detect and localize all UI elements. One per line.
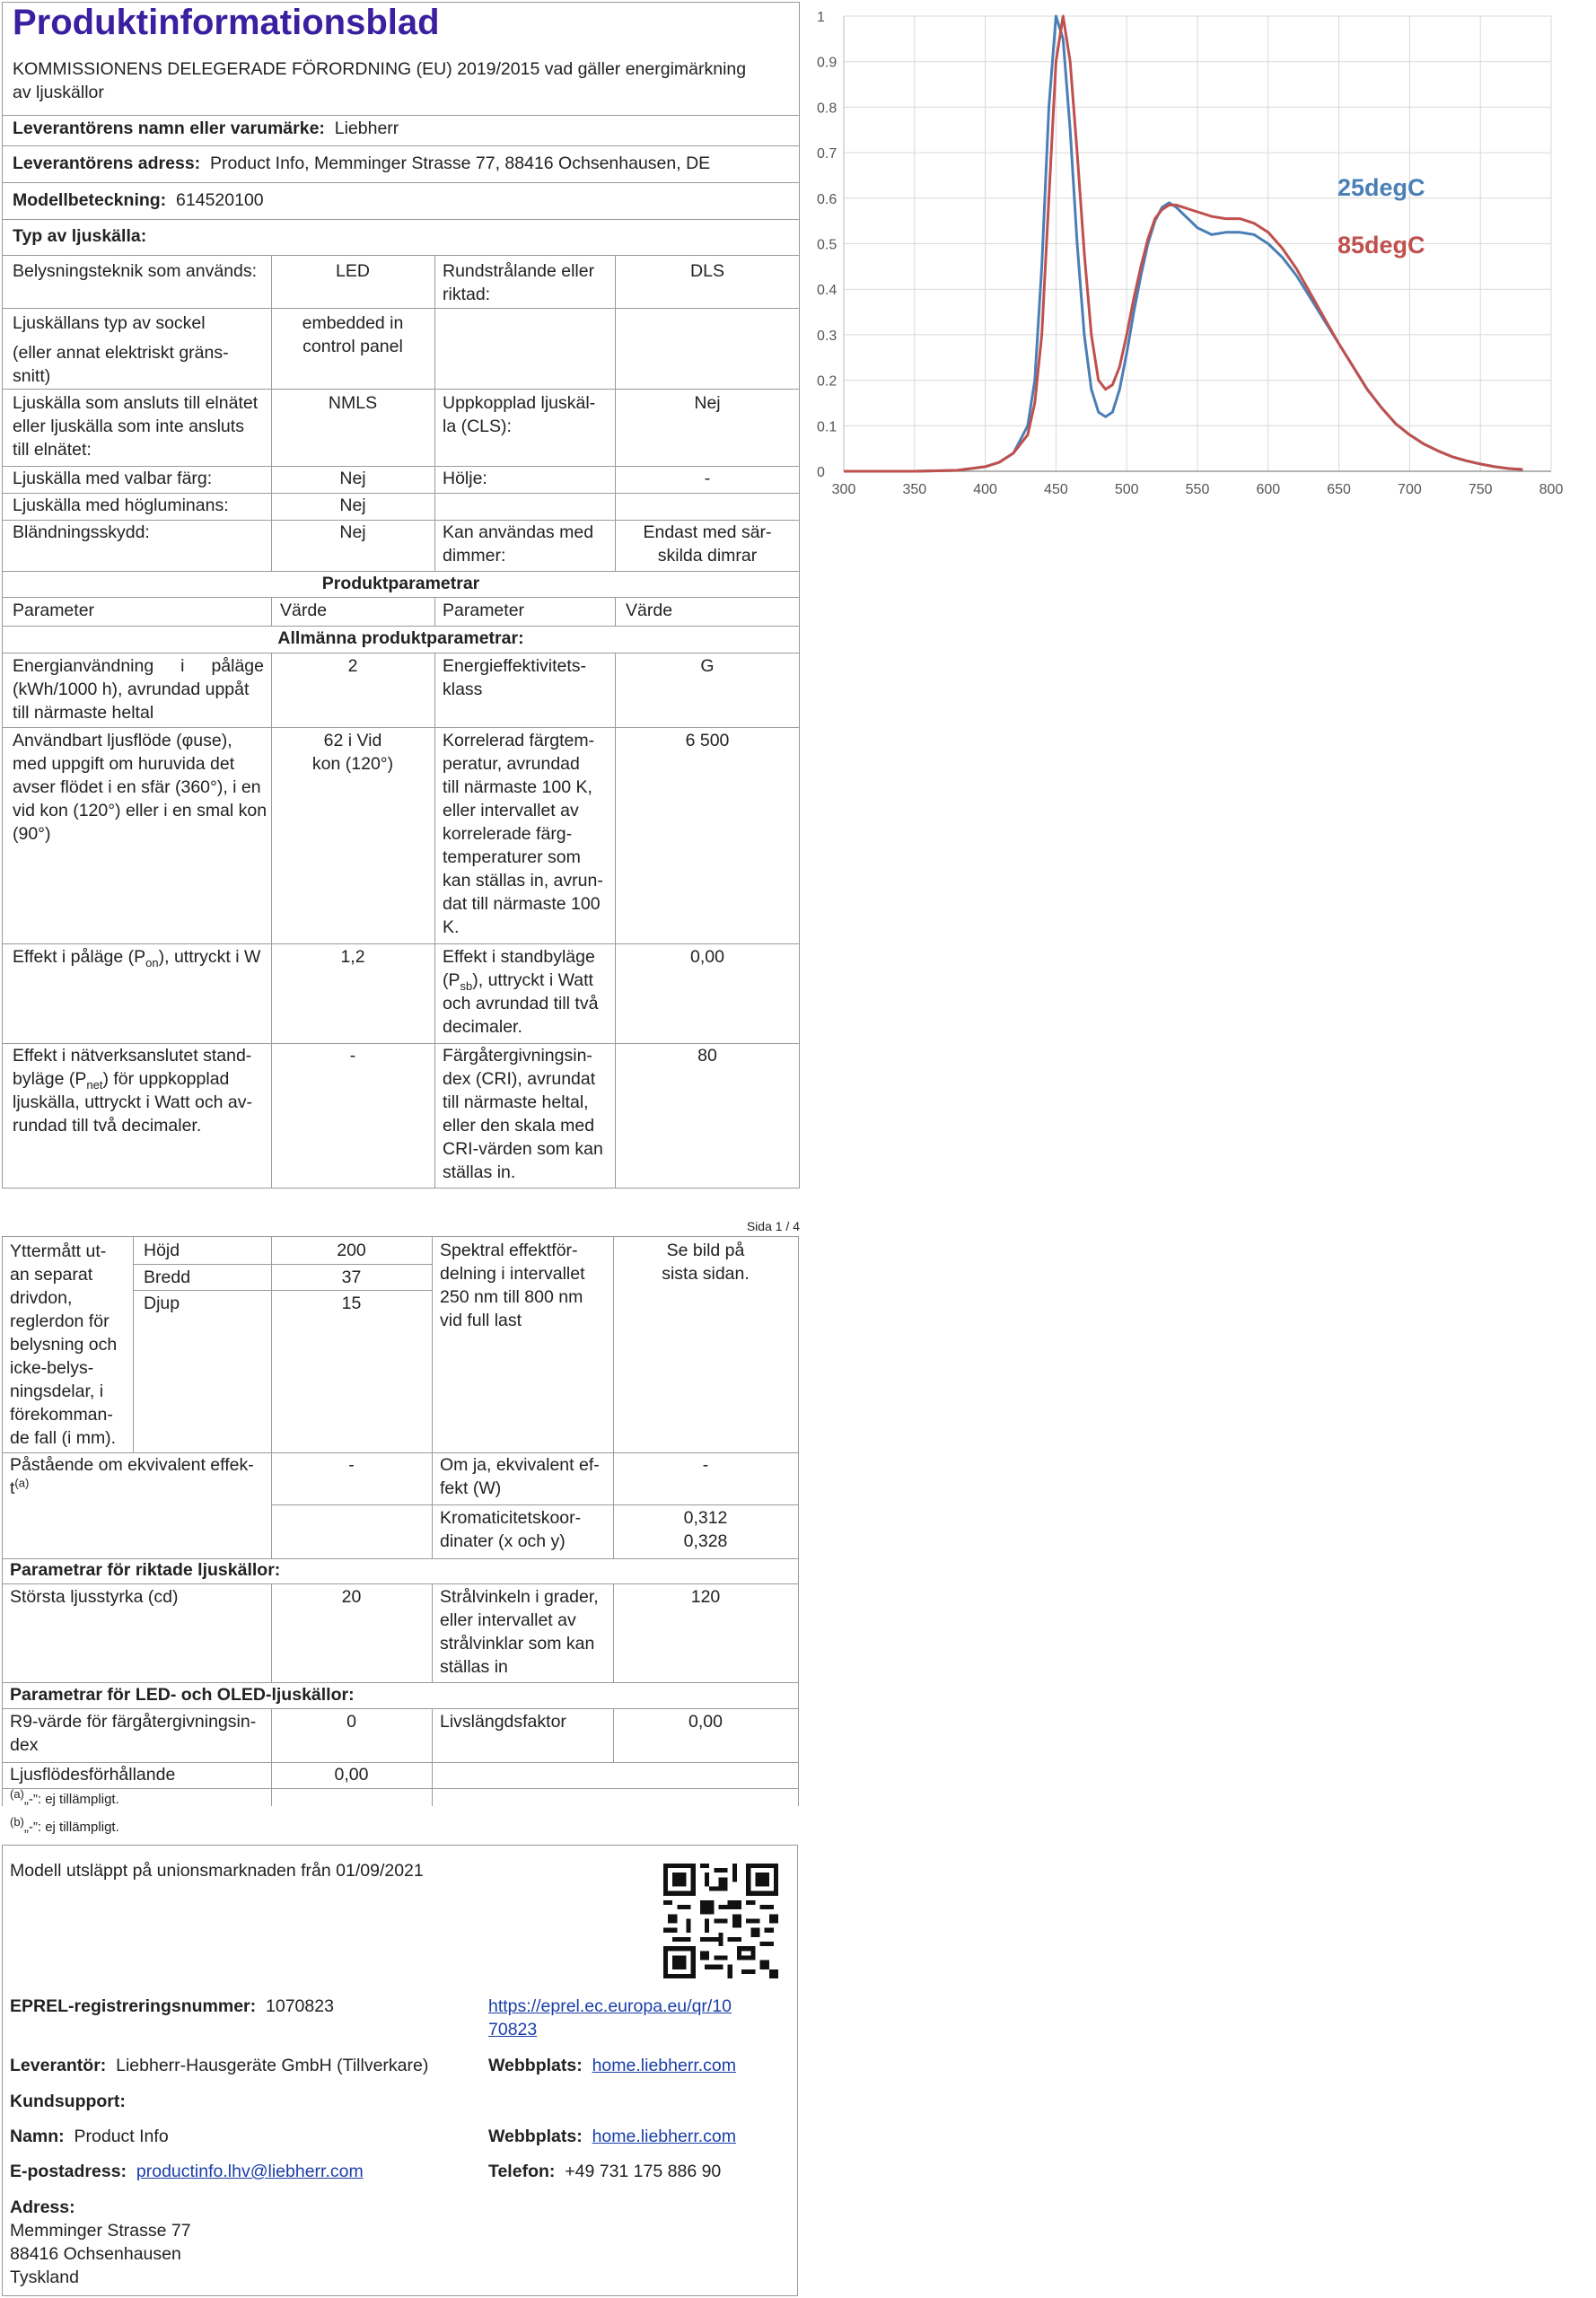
mains-label-3: till elnätet:	[13, 440, 92, 460]
support-name-row	[10, 2125, 169, 2148]
r9-value: 0	[346, 1712, 356, 1732]
chroma-value-x: 0,312	[683, 1508, 728, 1528]
beam-angle-value: 120	[690, 1587, 721, 1607]
mains-value: NMLS	[328, 393, 378, 413]
height-label: Höjd	[144, 1241, 180, 1260]
cri-label-2: dex (CRI), avrundat	[443, 1069, 596, 1089]
y-tick-label: 0.6	[817, 191, 837, 207]
support-name-label: Namn:	[10, 2127, 65, 2146]
email-label: E-postadress:	[10, 2162, 127, 2181]
beam-angle-label-2: eller intervallet av	[440, 1610, 576, 1630]
psb-label-1: Effekt i standbyläge	[443, 947, 595, 967]
supplier-address-row	[13, 152, 710, 175]
cri-label-5: CRI-värden som kan	[443, 1139, 603, 1159]
y-tick-label: 0.5	[817, 237, 837, 253]
class-label-2: klass	[443, 680, 483, 699]
dims-label-5: belysning och	[10, 1335, 118, 1355]
model-value: 614520100	[176, 190, 264, 210]
pnet-label-4: rundad till två decimaler.	[13, 1116, 202, 1136]
dimmer-value-1: Endast med sär-	[643, 522, 772, 542]
supplier-label: Leverantör:	[10, 2056, 107, 2075]
page-title: Produktinformationsblad	[13, 3, 440, 42]
direction-value: DLS	[690, 261, 724, 281]
divider	[2, 943, 800, 944]
spd-label-4: vid full last	[440, 1311, 522, 1330]
x-tick-label: 450	[1044, 482, 1068, 497]
r9-label-2: dex	[10, 1735, 39, 1755]
flux-label-4: vid kon (120°) eller i en smal kon	[13, 801, 267, 820]
psb-label-3: och avrundad till två	[443, 994, 599, 1013]
pon-label-pre: Effekt i påläge (P	[13, 947, 146, 967]
divider	[2, 182, 800, 183]
website-row	[488, 2054, 736, 2077]
divider	[2, 1788, 798, 1789]
divider	[2, 1236, 798, 1237]
directional-header: Parametrar för riktade ljuskällor:	[10, 1560, 281, 1580]
equiv-claim-label-2	[10, 1477, 29, 1500]
psb-label-pre: (P	[443, 970, 460, 990]
address-line-3: Tyskland	[10, 2267, 79, 2287]
pnet-label-3: ljuskälla, uttryckt i Watt och av-	[13, 1092, 252, 1112]
pon-label	[13, 945, 260, 969]
footnote-b	[10, 1815, 119, 1837]
divider	[434, 597, 435, 626]
address-line-1: Memminger Strasse 77	[10, 2221, 191, 2241]
tech-value: LED	[336, 261, 370, 281]
divider	[133, 1236, 134, 1452]
spd-label-3: 250 nm till 800 nm	[440, 1287, 583, 1307]
intensity-label: Största ljusstyrka (cd)	[10, 1587, 179, 1607]
dimmer-value-2: skilda dimrar	[657, 546, 758, 566]
y-tick-label: 1	[817, 10, 825, 25]
cap-label-1: Ljuskällans typ av sockel	[13, 313, 206, 333]
y-tick-label: 0.2	[817, 373, 837, 390]
depth-value: 15	[341, 1294, 362, 1313]
light-source-type-header: Typ av ljuskälla:	[13, 226, 147, 246]
legend-entry-85degC: 85degC	[1337, 232, 1425, 259]
high-luminance-value: Nej	[339, 496, 366, 515]
cls-value: Nej	[694, 393, 721, 413]
eprel-link-2[interactable]: 70823	[488, 2020, 538, 2039]
color-label: Ljuskälla med valbar färg:	[13, 469, 213, 488]
pnet-label-pre: byläge (P	[13, 1069, 87, 1089]
energy-label-2: (kWh/1000 h), avrundad uppåt	[13, 680, 250, 699]
cri-label-6: ställas in.	[443, 1162, 516, 1182]
divider	[2, 1708, 798, 1709]
led-header: Parametrar för LED- och OLED-ljuskällor:	[10, 1685, 355, 1705]
spd-label-1: Spektral effektför-	[440, 1241, 578, 1260]
divider	[133, 1264, 432, 1265]
high-luminance-label: Ljuskälla med högluminans:	[13, 496, 229, 515]
cct-label-1: Korrelerad färgtem-	[443, 731, 595, 750]
product-params-header: Produktparametrar	[321, 574, 480, 593]
energy-label-3: till närmaste heltal	[13, 703, 154, 723]
address-header: Adress:	[10, 2197, 75, 2217]
energy-label-1: Energianvändning i påläge	[13, 656, 264, 676]
psb-label-2	[443, 969, 593, 992]
y-tick-label: 0.3	[817, 328, 837, 344]
supplier-address-value: Product Info, Memminger Strasse 77, 88416 Ochsenhausen, DE	[210, 153, 711, 173]
dims-label-4: reglerdon för	[10, 1311, 110, 1331]
type-col-2	[434, 255, 435, 571]
divider	[2, 1583, 798, 1584]
x-tick-label: 650	[1327, 482, 1351, 497]
phone-value: +49 731 175 886 90	[565, 2162, 722, 2181]
dims-label-3: drivdon,	[10, 1288, 73, 1308]
divider	[2, 308, 800, 309]
x-tick-label: 400	[973, 482, 997, 497]
tech-label: Belysningsteknik som används:	[13, 261, 258, 281]
equiv-power-value: -	[702, 1455, 709, 1475]
y-tick-label: 0.8	[817, 101, 837, 117]
cri-label-1: Färgåtergivningsin-	[443, 1046, 592, 1066]
equiv-power-label-2: fekt (W)	[440, 1478, 502, 1498]
spd-value-1: Se bild på	[666, 1241, 745, 1260]
equiv-claim-value: -	[348, 1455, 355, 1475]
eprel-link-1[interactable]: https://eprel.ec.europa.eu/qr/10	[488, 1996, 732, 2016]
x-tick-label: 800	[1539, 482, 1564, 497]
divider	[2, 219, 800, 220]
y-tick-label: 0.4	[817, 283, 837, 299]
intensity-value: 20	[341, 1587, 362, 1607]
lifetime-value: 0,00	[688, 1712, 723, 1732]
col-header-value-1: Värde	[280, 601, 328, 620]
divider	[2, 1236, 3, 1806]
y-tick-label: 0	[817, 465, 825, 480]
height-value: 200	[337, 1241, 366, 1260]
dimmer-label-1: Kan användas med	[443, 522, 594, 542]
lifetime-label: Livslängdsfaktor	[440, 1712, 566, 1732]
cap-label-3: snitt)	[13, 366, 51, 386]
chroma-value-y: 0,328	[683, 1531, 728, 1551]
cap-value-2: control panel	[303, 337, 403, 356]
pnet-value: -	[349, 1046, 356, 1066]
pnet-label-2	[13, 1067, 229, 1091]
pnet-label-1: Effekt i nätverksanslutet stand-	[13, 1046, 252, 1066]
beam-angle-label-3: strålvinklar som kan	[440, 1634, 595, 1653]
support-name-value: Product Info	[74, 2127, 169, 2146]
footnote-a	[10, 1787, 119, 1809]
divider	[2, 597, 800, 598]
footnote-a-marker: (a)	[10, 1787, 24, 1801]
divider	[432, 1236, 433, 1558]
x-tick-label: 700	[1398, 482, 1422, 497]
supplier-value: Liebherr-Hausgeräte GmbH (Tillverkare)	[116, 2056, 429, 2075]
phone-label: Telefon:	[488, 2162, 556, 2181]
eprel-label: EPREL-registreringsnummer:	[10, 1996, 257, 2016]
y-tick-label: 0.7	[817, 146, 837, 162]
direction-label-2: riktad:	[443, 285, 491, 304]
pon-value: 1,2	[340, 947, 365, 967]
cct-label-2: peratur, avrundad	[443, 754, 580, 774]
direction-label-1: Rundstrålande eller	[443, 261, 595, 281]
cls-label-1: Uppkopplad ljuskäl-	[443, 393, 596, 413]
divider	[2, 115, 800, 116]
spd-label-2: delning i intervallet	[440, 1264, 585, 1284]
footnote-a-text: „-”: ej tillämpligt.	[23, 1792, 119, 1807]
supplier-address-label: Leverantörens adress:	[13, 153, 201, 173]
website-link[interactable]: home.liebherr.com	[592, 2056, 736, 2075]
equiv-claim-t: t	[10, 1478, 15, 1498]
y-tick-label: 0.1	[817, 419, 837, 435]
dims-label-2: an separat	[10, 1265, 93, 1285]
flux-label-2: med uppgift om huruvida det	[13, 754, 235, 774]
glare-label: Bländningsskydd:	[13, 522, 150, 542]
chroma-label-2: dinater (x och y)	[440, 1531, 566, 1551]
support-website-link[interactable]: home.liebherr.com	[592, 2127, 736, 2146]
cct-label-8: dat till närmaste 100	[443, 894, 601, 914]
divider	[271, 1504, 798, 1505]
equiv-claim-label-1: Påstående om ekvivalent effek-	[10, 1455, 254, 1475]
model-label: Modellbeteckning:	[13, 190, 167, 210]
envelope-value: -	[704, 469, 711, 488]
divider	[432, 1708, 433, 1806]
col-header-value-2: Värde	[626, 601, 673, 620]
equiv-power-label-1: Om ja, ekvivalent ef-	[440, 1455, 600, 1475]
class-value: G	[700, 656, 715, 676]
support-header: Kundsupport:	[10, 2092, 126, 2111]
col-header-param-2: Parameter	[443, 601, 525, 620]
x-tick-label: 500	[1114, 482, 1139, 497]
pon-label-post: ), uttryckt i W	[158, 947, 261, 967]
divider	[2, 255, 800, 256]
dims-label-8: förekomman-	[10, 1405, 113, 1425]
dims-label-9: de fall (i mm).	[10, 1428, 117, 1448]
supplier-name-value: Liebherr	[334, 118, 399, 138]
flux-label-1: Användbart ljusflöde (φuse),	[13, 731, 232, 750]
supplier-name-label: Leverantörens namn eller varumärke:	[13, 118, 325, 138]
page-number: Sida 1 / 4	[746, 1219, 800, 1233]
r9-label-1: R9-värde för färgåtergivningsin-	[10, 1712, 257, 1732]
flux-maint-label: Ljusflödesförhållande	[10, 1765, 176, 1785]
chroma-label-1: Kromaticitetskoor-	[440, 1508, 582, 1528]
psb-value: 0,00	[690, 947, 724, 967]
flux-label-5: (90°)	[13, 824, 51, 844]
email-link[interactable]: productinfo.lhv@liebherr.com	[136, 2162, 364, 2181]
cri-value: 80	[697, 1046, 717, 1066]
col-header-param-1: Parameter	[13, 601, 95, 620]
depth-label: Djup	[144, 1294, 180, 1313]
cri-label-4: eller den skala med	[443, 1116, 595, 1136]
cct-value: 6 500	[685, 731, 730, 750]
email-row	[10, 2160, 364, 2183]
qr-code-image	[663, 1864, 778, 1978]
envelope-label: Hölje:	[443, 469, 487, 488]
website-label: Webbplats:	[488, 2056, 583, 2075]
divider	[434, 653, 435, 1188]
pon-sub: on	[145, 955, 159, 969]
cri-label-3: till närmaste heltal,	[443, 1092, 589, 1112]
cls-label-2: la (CLS):	[443, 417, 512, 436]
supplier-name-row	[13, 117, 399, 140]
support-website-label: Webbplats:	[488, 2127, 583, 2146]
cap-value-1: embedded in	[302, 313, 404, 333]
cct-label-5: korrelerade färg-	[443, 824, 573, 844]
divider	[798, 1236, 799, 1806]
cct-label-7: kan ställas in, avrun-	[443, 871, 603, 890]
divider	[2, 389, 800, 390]
pnet-sub: net	[86, 1077, 103, 1092]
flux-value-1: 62 i Vid	[323, 731, 382, 750]
width-value: 37	[341, 1267, 362, 1287]
color-value: Nej	[339, 469, 366, 488]
beam-angle-label-1: Strålvinkeln i grader,	[440, 1587, 599, 1607]
dims-label-1: Yttermått ut-	[10, 1241, 107, 1261]
psb-label-post: ), uttryckt i Watt	[472, 970, 593, 990]
dims-label-6: icke-belys-	[10, 1358, 94, 1378]
mains-label-1: Ljuskälla som ansluts till elnätet	[13, 393, 259, 413]
spectral-distribution-chart	[799, 0, 1571, 512]
eprel-row	[10, 1995, 334, 2018]
model-row	[13, 189, 264, 212]
support-website-row	[488, 2125, 736, 2148]
x-tick-label: 550	[1185, 482, 1210, 497]
address-line-2: 88416 Ochsenhausen	[10, 2244, 181, 2264]
legend-entry-25degC: 25degC	[1337, 174, 1425, 201]
divider	[133, 1290, 432, 1291]
psb-label-4: decimaler.	[443, 1017, 522, 1037]
y-tick-label: 0.9	[817, 55, 837, 71]
regulation-text: KOMMISSIONENS DELEGERADE FÖRORDNING (EU) 2019/2015 vad gäller energimärkning av ljuskällor	[13, 59, 747, 102]
divider	[615, 597, 616, 626]
cap-label-2: (eller annat elektriskt gräns-	[13, 343, 229, 363]
x-tick-label: 350	[902, 482, 927, 497]
divider	[432, 1583, 433, 1682]
page-frame-top	[2, 2, 800, 1188]
release-date: Modell utsläppt på unionsmarknaden från 01/09/2021	[10, 1861, 424, 1881]
divider	[2, 727, 800, 728]
flux-maint-value: 0,00	[334, 1765, 369, 1785]
phone-row	[488, 2160, 721, 2183]
equiv-claim-sup: (a)	[14, 1476, 30, 1490]
class-label-1: Energieffektivitets-	[443, 656, 587, 676]
cct-label-3: till närmaste 100 K,	[443, 777, 592, 797]
beam-angle-label-4: ställas in	[440, 1657, 508, 1677]
flux-label-3: avser flödet i en sfär (360°), i en	[13, 777, 261, 797]
dimmer-label-2: dimmer:	[443, 546, 506, 566]
footnote-b-text: „-”: ej tillämpligt.	[23, 1820, 119, 1835]
cct-label-4: eller intervallet av	[443, 801, 579, 820]
flux-value-2: kon (120°)	[311, 754, 394, 774]
eprel-value: 1070823	[266, 1996, 334, 2016]
divider	[271, 597, 272, 626]
supplier-row	[10, 2054, 428, 2077]
x-tick-label: 750	[1468, 482, 1493, 497]
footnote-b-marker: (b)	[10, 1815, 24, 1829]
pnet-label-post: ) för uppkopplad	[102, 1069, 230, 1089]
glare-value: Nej	[339, 522, 366, 542]
width-label: Bredd	[144, 1267, 191, 1287]
x-tick-label: 300	[831, 482, 856, 497]
x-tick-label: 600	[1256, 482, 1281, 497]
divider	[2, 145, 800, 146]
dims-label-7: ningsdelar, i	[10, 1381, 104, 1401]
general-params-header: Allmänna produktparametrar:	[277, 628, 524, 648]
energy-value: 2	[347, 656, 358, 676]
spd-value-2: sista sidan.	[662, 1264, 750, 1284]
mains-label-2: eller ljuskälla som inte ansluts	[13, 417, 244, 436]
cct-label-9: K.	[443, 917, 460, 937]
psb-sub: sb	[460, 978, 473, 993]
cct-label-6: temperaturer som	[443, 847, 581, 867]
